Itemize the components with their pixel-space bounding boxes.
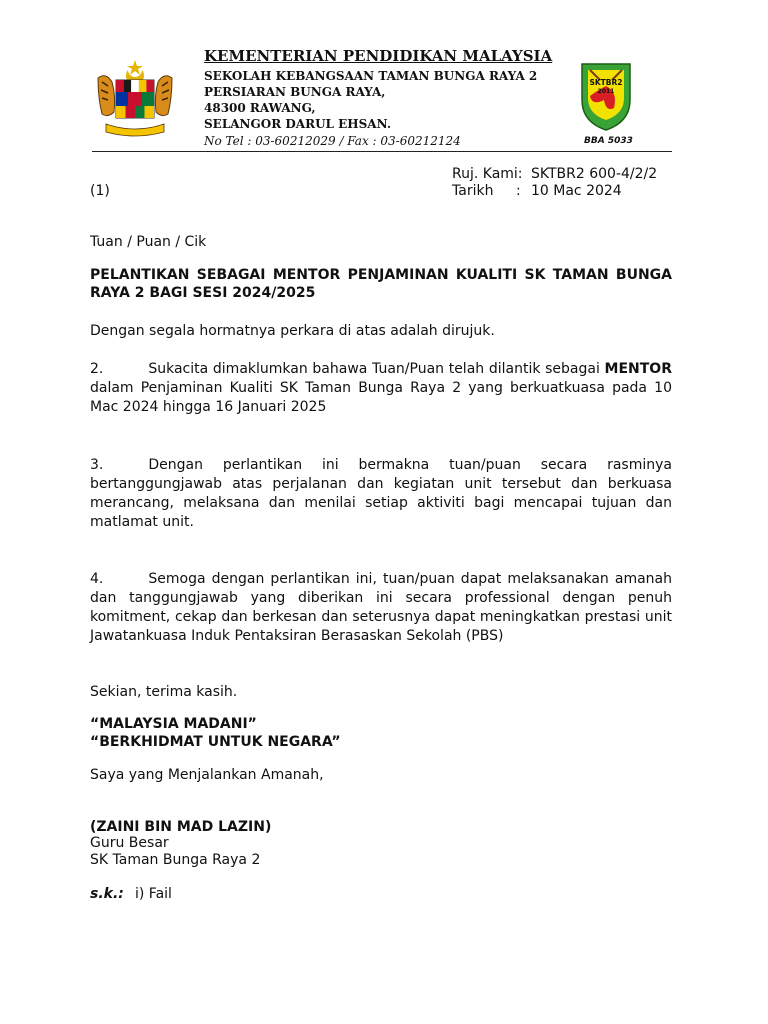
paragraph-2-text-after: dalam Penjaminan Kualiti SK Taman Bunga Raya 2 yang berkuatkuasa pada 10 Mac 2024 hingga 16 Januari 2025 [90,380,672,415]
school-logo-year: 2011 [597,88,615,95]
header-divider [92,151,672,152]
signatory-school: SK Taman Bunga Raya 2 [90,852,261,868]
subject-line-2: RAYA 2 BAGI SESI 2024/2025 [90,285,316,301]
mentor-emphasis: MENTOR [604,361,672,377]
school-code: BBA 5033 [584,136,633,146]
paragraph-2 [90,360,672,417]
address-line-1: PERSIARAN BUNGA RAYA, [204,85,386,99]
school-name: SEKOLAH KEBANGSAAN TAMAN BUNGA RAYA 2 [204,69,538,83]
address-line-2: 48300 RAWANG, [204,101,316,115]
salutation: Tuan / Puan / Cik [90,234,207,250]
paragraph-4-number: 4. [90,571,104,587]
signatory-name: (ZAINI BIN MAD LAZIN) [90,819,272,835]
cc-item: i) Fail [135,886,172,902]
paragraph-3-number: 3. [90,457,104,473]
paragraph-3-text: Dengan perlantikan ini bermakna tuan/puan secara rasminya bertanggungjawab atas perjalanan dan kegiatan unit tersebut dan berkuasa merancang, melaksana dan menilai setiap aktiviti bagi mencapai tujuan dan matlamat unit. [90,457,672,530]
paragraph-4 [90,570,672,646]
cc-label: s.k.: [90,886,124,902]
contact-numbers: No Tel : 03-60212029 / Fax : 03-60212124 [204,134,461,148]
paragraph-2-number: 2. [90,361,104,377]
school-logo-text: SKTBR2 [589,78,623,87]
coat-of-arms-logo [92,58,178,138]
paragraph-2-text-before: Sukacita dimaklumkan bahawa Tuan/Puan telah dilantik sebagai [148,361,600,377]
date-label: Tarikh [452,183,494,199]
subject-line-1: PELANTIKAN SEBAGAI MENTOR PENJAMINAN KUALITI SK TAMAN BUNGA [90,267,672,283]
recipient-number: (1) [90,183,110,199]
paragraph-3 [90,456,672,532]
date-separator: : [516,183,521,199]
opening-sentence: Dengan segala hormatnya perkara di atas adalah dirujuk. [90,323,495,339]
ref-label: Ruj. Kami: [452,166,523,182]
motto-berkhidmat: “BERKHIDMAT UNTUK NEGARA” [90,734,341,750]
school-logo [578,62,634,132]
closing: Sekian, terima kasih. [90,684,238,700]
ministry-name: KEMENTERIAN PENDIDIKAN MALAYSIA [204,47,553,65]
ref-value: SKTBR2 600-4/2/2 [531,166,658,182]
paragraph-4-text: Semoga dengan perlantikan ini, tuan/puan dapat melaksanakan amanah dan tanggungjawab yang diberikan ini secara professional dengan penuh komitment, cekap dan berkesan dan seterusnya dapat meningkatkan prestasi unit Jawatankuasa Induk Pentaksiran Berasaskan Sekolah (PBS) [90,571,672,644]
signatory-title: Guru Besar [90,835,169,851]
date-value: 10 Mac 2024 [531,183,622,199]
sign-off: Saya yang Menjalankan Amanah, [90,767,324,783]
address-line-3: SELANGOR DARUL EHSAN. [204,117,391,131]
motto-madani: “MALAYSIA MADANI” [90,716,257,732]
